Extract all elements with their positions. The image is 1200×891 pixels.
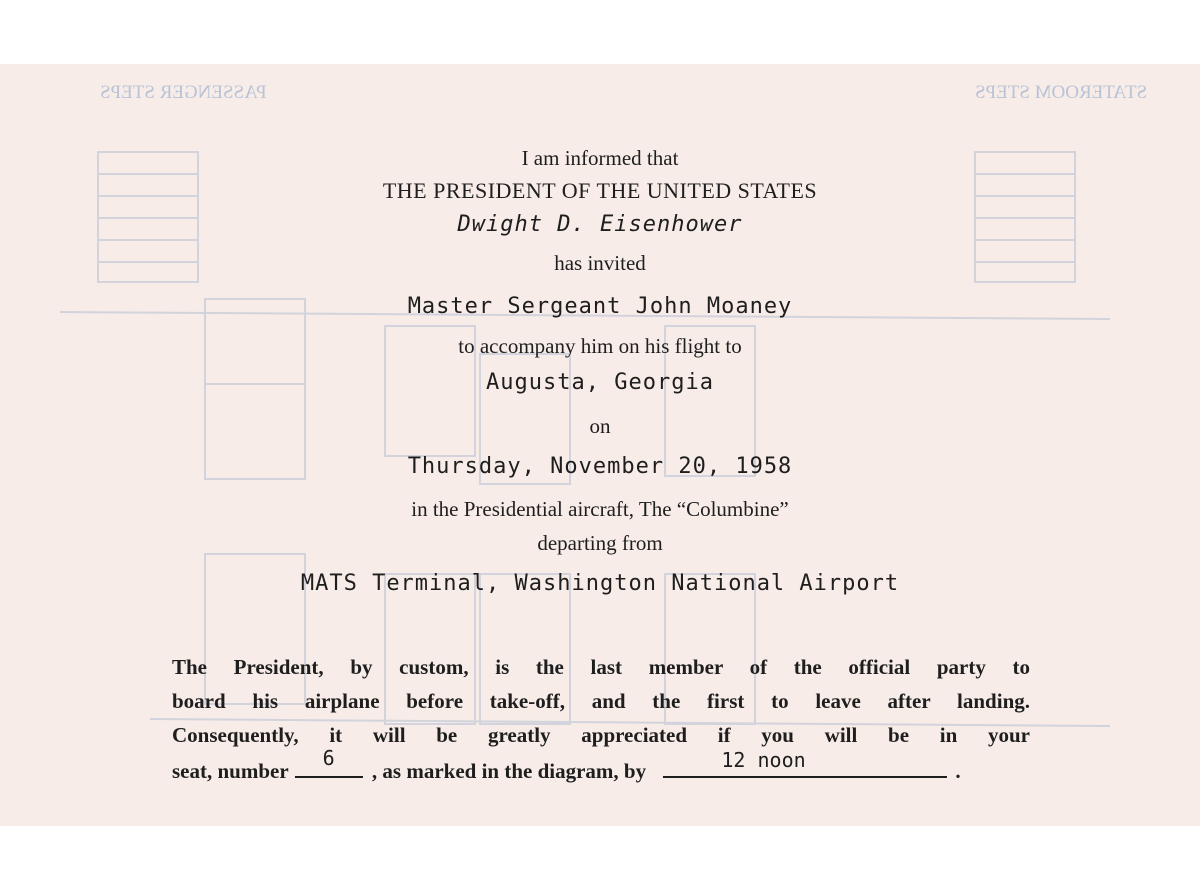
- bleed-through-label: STATEROOM STEPS: [975, 82, 1148, 103]
- departure-location: MATS Terminal, Washington National Airport: [300, 571, 900, 596]
- seat-line: [172, 746, 1042, 788]
- president-title: THE PRESIDENT OF THE UNITED STATES: [382, 178, 818, 203]
- on-line: on: [589, 414, 611, 438]
- invitation-card: [0, 64, 1200, 826]
- seat-prefix: seat, number: [172, 759, 289, 783]
- arrival-time: 12 noon: [721, 748, 806, 772]
- invited-line: has invited: [554, 251, 646, 275]
- seat-number: 6: [322, 746, 335, 770]
- aircraft-line: in the Presidential aircraft, The “Columbine”: [411, 497, 789, 521]
- notice-line-3: Consequently, it will be greatly appreciated if you will be in your: [172, 723, 1030, 747]
- bleed-through-label: PASSENGER STEPS: [100, 82, 267, 103]
- notice-line-1: The President, by custom, is the last member of the official party to: [172, 655, 1030, 679]
- seat-middle: , as marked in the diagram, by: [371, 759, 647, 783]
- seat-number-blank: [295, 746, 363, 778]
- accompany-line: to accompany him on his flight to: [458, 334, 742, 358]
- intro-line: I am informed that: [521, 146, 679, 170]
- notice-line-2: board his airplane before take-off, and the first to leave after landing.: [172, 689, 1030, 713]
- seat-line-end: .: [955, 759, 961, 783]
- flight-date: Thursday, November 20, 1958: [407, 454, 793, 479]
- departing-line: departing from: [537, 531, 663, 555]
- guest-name: Master Sergeant John Moaney: [407, 294, 793, 319]
- time-blank: [663, 748, 947, 778]
- president-name: Dwight D. Eisenhower: [457, 212, 743, 237]
- destination: Augusta, Georgia: [486, 370, 714, 395]
